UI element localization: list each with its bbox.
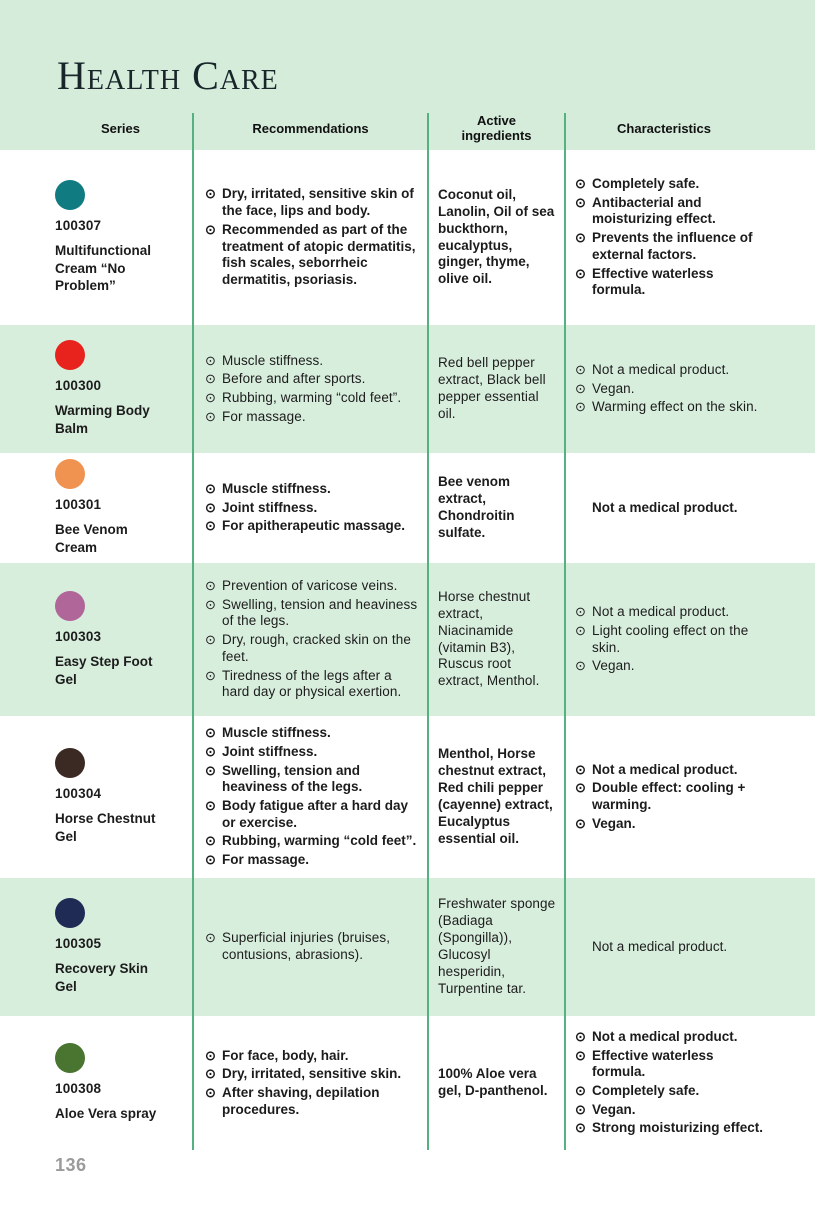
- bullet-item: [205, 1048, 422, 1065]
- plain-text: Not a medical product.: [592, 499, 738, 515]
- bullet-item: [205, 744, 422, 761]
- bullet-icon: ⊙: [205, 518, 216, 534]
- bullet-item: [575, 658, 763, 675]
- bullet-item: [575, 1029, 763, 1046]
- bullet-text: Muscle stiffness.: [222, 480, 331, 496]
- bullet-text: Dry, irritated, sensitive skin of the face, lips and body.: [222, 186, 414, 219]
- bullet-text: For massage.: [222, 408, 306, 424]
- column-divider: [564, 113, 566, 1150]
- bullet-icon: ⊙: [205, 186, 216, 202]
- bullet-icon: ⊙: [575, 1047, 586, 1063]
- bullet-item: [205, 930, 422, 963]
- characteristics-cell: [565, 718, 815, 876]
- active-ingredients-cell: [428, 718, 565, 876]
- bullet-text: Joint stiffness.: [222, 499, 318, 515]
- bullet-text: Vegan.: [592, 1101, 636, 1117]
- bullet-icon: ⊙: [205, 725, 216, 741]
- column-divider: [427, 113, 429, 1150]
- bullet-icon: ⊙: [205, 221, 216, 237]
- bullet-icon: ⊙: [575, 194, 586, 210]
- bullet-icon: ⊙: [205, 632, 216, 648]
- bullet-icon: ⊙: [575, 230, 586, 246]
- bullet-item: [575, 762, 763, 779]
- bullet-text: After shaving, depilation procedures.: [222, 1085, 380, 1117]
- bullet-icon: ⊙: [575, 622, 586, 638]
- product-code: 100301: [55, 497, 102, 513]
- product-color-dot-icon: [55, 591, 85, 621]
- active-ingredients-cell: [428, 563, 565, 716]
- bullet-icon: ⊙: [205, 833, 216, 849]
- product-name: Easy Step Foot Gel: [55, 653, 153, 687]
- bullet-text: Tiredness of the legs after a hard day or physical exertion.: [222, 667, 402, 700]
- table-row: [0, 325, 815, 453]
- bullet-icon: ⊙: [205, 480, 216, 496]
- product-name: Aloe Vera spray: [55, 1106, 157, 1122]
- plain-text: Not a medical product.: [592, 938, 728, 954]
- bullet-text: Not a medical product.: [592, 361, 730, 377]
- product-color-dot-icon: [55, 459, 85, 489]
- bullet-icon: ⊙: [205, 408, 216, 424]
- bullet-icon: ⊙: [575, 604, 586, 620]
- product-code: 100300: [55, 378, 102, 394]
- bullet-icon: ⊙: [205, 577, 216, 593]
- bullet-item: [205, 833, 422, 850]
- active-ingredients-text: Coconut oil, Lanolin, Oil of sea buckthorn, eucalyptus, ginger, thyme, olive oil.: [438, 186, 555, 287]
- bullet-item: [575, 1048, 763, 1081]
- table-row: [0, 1018, 815, 1148]
- bullet-item: [205, 481, 422, 498]
- series-cell: [0, 455, 193, 561]
- table-row: [0, 878, 815, 1016]
- bullet-item: [205, 409, 422, 426]
- characteristics-cell: [565, 455, 815, 561]
- bullet-text: Recommended as part of the treatment of atopic dermatitis, fish scales, seborrheic dermatitis, psoriasis.: [222, 221, 416, 287]
- bullet-item: [575, 381, 763, 398]
- bullet-icon: ⊙: [205, 852, 216, 868]
- bullet-icon: ⊙: [575, 815, 586, 831]
- bullet-text: Strong moisturizing effect.: [592, 1120, 764, 1136]
- bullet-text: For apitherapeutic massage.: [222, 518, 406, 534]
- page-number: 136: [55, 1155, 87, 1175]
- recommendations-cell: [193, 455, 428, 561]
- bullet-text: Antibacterial and moisturizing effect.: [592, 194, 716, 227]
- product-code: 100304: [55, 786, 102, 802]
- product-code: 100303: [55, 628, 102, 644]
- active-ingredients-cell: [428, 455, 565, 561]
- bullet-text: Muscle stiffness.: [222, 725, 331, 741]
- bullet-icon: ⊙: [205, 743, 216, 759]
- bullet-text: Prevents the influence of external factors.: [592, 230, 753, 262]
- characteristics-cell: [565, 563, 815, 716]
- bullet-text: Not a medical product.: [592, 1028, 738, 1044]
- bullet-item: [575, 1102, 763, 1119]
- bullet-text: Vegan.: [592, 380, 635, 396]
- bullet-icon: ⊙: [205, 1066, 216, 1082]
- bullet-icon: ⊙: [575, 399, 586, 415]
- bullet-text: Swelling, tension and heaviness of the legs.: [222, 596, 418, 629]
- active-ingredients-cell: [428, 1018, 565, 1148]
- bullet-item: [575, 362, 763, 379]
- product-code: 100307: [55, 218, 102, 234]
- bullet-item: [205, 1066, 422, 1083]
- recommendations-cell: [193, 718, 428, 876]
- characteristics-cell: [565, 152, 815, 323]
- recommendations-cell: [193, 325, 428, 453]
- bullet-text: For face, body, hair.: [222, 1047, 349, 1063]
- bullet-text: Vegan.: [592, 658, 635, 674]
- bullet-text: Double effect: cooling + warming.: [592, 780, 746, 812]
- bullet-icon: ⊙: [575, 761, 586, 777]
- bullet-item: [575, 604, 763, 621]
- active-ingredients-text: Freshwater sponge (Badiaga (Spongilla)), Glucosyl hesperidin, Turpentine tar.: [438, 896, 556, 996]
- bullet-icon: ⊙: [205, 798, 216, 813]
- bullet-item: [575, 623, 763, 656]
- active-ingredients-cell: [428, 152, 565, 323]
- bullet-item: [205, 852, 422, 869]
- bullet-item: [205, 1085, 422, 1118]
- bullet-text: Prevention of varicose veins.: [222, 577, 398, 593]
- bullet-icon: ⊙: [575, 380, 586, 396]
- bullet-item: [205, 390, 422, 407]
- series-cell: [0, 878, 193, 1016]
- column-header-recommendations: Recommendations: [252, 120, 369, 136]
- active-ingredients-cell: [428, 878, 565, 1016]
- bullet-item: [205, 798, 422, 831]
- bullet-icon: ⊙: [575, 361, 586, 377]
- bullet-item: [575, 399, 763, 416]
- product-name: Warming Body Balm: [55, 403, 150, 436]
- bullet-icon: ⊙: [575, 1101, 586, 1117]
- bullet-item: [575, 230, 763, 263]
- bullet-text: For massage.: [222, 852, 310, 868]
- page-header: [0, 0, 815, 150]
- bullet-item: [205, 725, 422, 742]
- bullet-item: [575, 266, 763, 299]
- bullet-text: Rubbing, warming “cold feet”.: [222, 833, 417, 849]
- series-cell: [0, 325, 193, 453]
- product-color-dot-icon: [55, 180, 85, 210]
- recommendations-cell: [193, 152, 428, 323]
- bullet-item: [205, 518, 422, 535]
- bullet-icon: ⊙: [575, 658, 586, 674]
- product-name: Horse Chestnut Gel: [55, 811, 156, 844]
- bullet-text: Swelling, tension and heaviness of the legs.: [222, 762, 363, 795]
- product-name: Recovery Skin Gel: [55, 961, 149, 994]
- active-ingredients-text: Bee venom extract, Chondroitin sulfate.: [438, 474, 515, 540]
- active-ingredients-text: Red bell pepper extract, Black bell pepper essential oil.: [438, 355, 546, 421]
- bullet-text: Warming effect on the skin.: [592, 399, 758, 415]
- characteristics-cell: [565, 878, 815, 1016]
- characteristics-cell: [565, 325, 815, 453]
- bullet-icon: ⊙: [575, 1083, 586, 1098]
- bullet-icon: ⊙: [205, 930, 216, 946]
- bullet-item: [205, 222, 422, 289]
- bullet-text: Completely safe.: [592, 1083, 700, 1098]
- recommendations-cell: [193, 563, 428, 716]
- active-ingredients-cell: [428, 325, 565, 453]
- bullet-text: Light cooling effect on the skin.: [592, 622, 749, 655]
- product-code: 100308: [55, 1081, 102, 1097]
- table-row: [0, 455, 815, 561]
- product-table: [0, 152, 815, 1148]
- bullet-item: [575, 816, 763, 833]
- column-header-characteristics: Characteristics: [617, 120, 711, 136]
- bullet-text: Effective waterless formula.: [592, 1047, 714, 1080]
- product-name: Bee Venom Cream: [55, 522, 128, 555]
- bullet-item: [205, 371, 422, 388]
- bullet-item: [205, 668, 422, 701]
- bullet-icon: ⊙: [575, 265, 586, 281]
- bullet-icon: ⊙: [205, 762, 216, 778]
- bullet-icon: ⊙: [205, 499, 216, 515]
- product-color-dot-icon: [55, 1043, 85, 1073]
- bullet-text: Muscle stiffness.: [222, 352, 324, 368]
- product-color-dot-icon: [55, 748, 85, 778]
- recommendations-cell: [193, 878, 428, 1016]
- bullet-item: [205, 186, 422, 219]
- bullet-icon: ⊙: [205, 667, 216, 683]
- bullet-icon: ⊙: [205, 390, 216, 405]
- bullet-icon: ⊙: [205, 352, 216, 368]
- product-color-dot-icon: [55, 898, 85, 928]
- bullet-text: Joint stiffness.: [222, 743, 318, 759]
- bullet-item: [205, 578, 422, 595]
- active-ingredients-text: Horse chestnut extract, Niacinamide (vitamin B3), Ruscus root extract, Menthol.: [438, 588, 540, 689]
- page-title: Health Care: [57, 53, 279, 98]
- bullet-text: Superficial injuries (bruises, contusions, abrasions).: [222, 930, 391, 962]
- active-ingredients-text: 100% Aloe vera gel, D-panthenol.: [438, 1066, 548, 1098]
- product-name: Multifunctional Cream “No Problem”: [55, 243, 151, 294]
- table-row: [0, 563, 815, 716]
- bullet-text: Dry, irritated, sensitive skin.: [222, 1066, 402, 1082]
- bullet-text: Completely safe.: [592, 175, 700, 191]
- table-row: [0, 718, 815, 876]
- bullet-icon: ⊙: [575, 1028, 586, 1044]
- bullet-icon: ⊙: [205, 1047, 216, 1063]
- column-divider: [192, 113, 194, 1150]
- series-cell: [0, 563, 193, 716]
- column-header-series: Series: [100, 120, 141, 136]
- bullet-item: [575, 780, 763, 813]
- bullet-item: [205, 353, 422, 370]
- bullet-text: Effective waterless formula.: [592, 265, 714, 298]
- bullet-icon: ⊙: [575, 780, 586, 796]
- bullet-text: Body fatigue after a hard day or exercise.: [222, 798, 409, 830]
- product-code: 100305: [55, 936, 102, 952]
- bullet-text: Before and after sports.: [222, 371, 366, 387]
- series-cell: [0, 152, 193, 323]
- active-ingredients-text: Menthol, Horse chestnut extract, Red chili pepper (cayenne) extract, Eucalyptus essential oil.: [438, 746, 553, 846]
- table-column-headers: [0, 114, 815, 144]
- bullet-icon: ⊙: [205, 596, 216, 612]
- bullet-item: [575, 1083, 763, 1100]
- bullet-item: [575, 1120, 763, 1137]
- bullet-item: [575, 176, 763, 193]
- bullet-icon: ⊙: [205, 1085, 216, 1100]
- bullet-text: Vegan.: [592, 815, 636, 831]
- bullet-icon: ⊙: [205, 371, 216, 387]
- bullet-icon: ⊙: [575, 1120, 586, 1136]
- bullet-item: [205, 763, 422, 796]
- recommendations-cell: [193, 1018, 428, 1148]
- table-row: [0, 152, 815, 323]
- bullet-item: [205, 500, 422, 517]
- bullet-text: Not a medical product.: [592, 761, 738, 777]
- bullet-icon: ⊙: [575, 175, 586, 191]
- bullet-text: Rubbing, warming “cold feet”.: [222, 390, 402, 405]
- bullet-item: [205, 597, 422, 630]
- bullet-text: Dry, rough, cracked skin on the feet.: [222, 632, 411, 664]
- series-cell: [0, 718, 193, 876]
- column-header-active-ingredients: Active ingredients: [461, 113, 532, 144]
- series-cell: [0, 1018, 193, 1148]
- characteristics-cell: [565, 1018, 815, 1148]
- bullet-item: [575, 195, 763, 228]
- bullet-text: Not a medical product.: [592, 604, 730, 620]
- bullet-item: [205, 632, 422, 665]
- product-color-dot-icon: [55, 340, 85, 370]
